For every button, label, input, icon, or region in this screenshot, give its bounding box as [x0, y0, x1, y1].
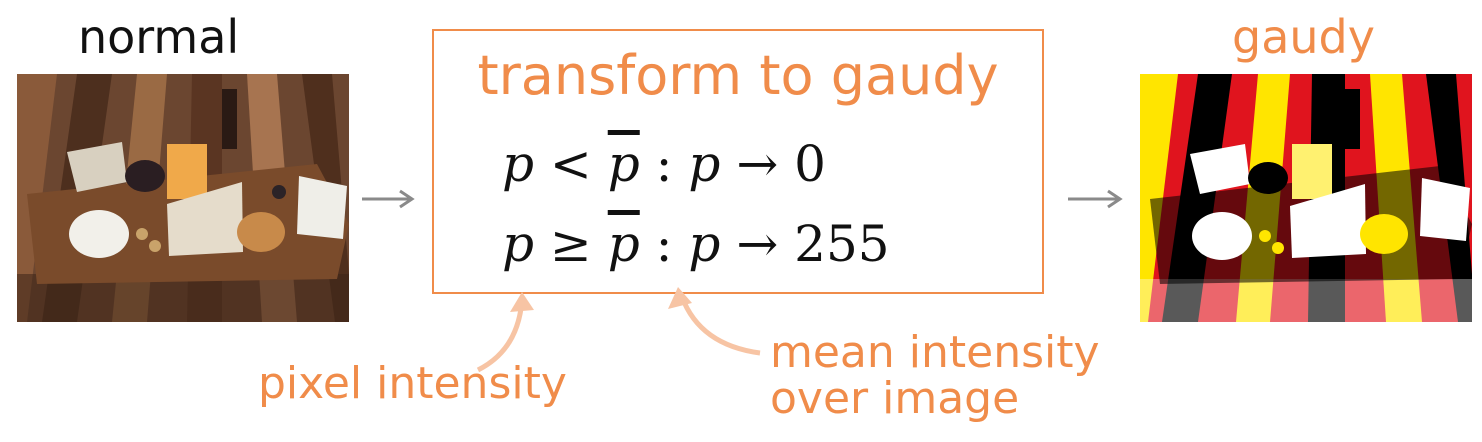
arrow-right-icon: [360, 188, 418, 210]
mean-intensity-caption: [770, 327, 1100, 425]
rule1-arrow: →: [736, 135, 779, 193]
gaudy-image: [1140, 74, 1472, 322]
rule1-result: 0: [794, 135, 826, 193]
posterized-cheese-board: [1140, 74, 1472, 322]
normal-image: [17, 74, 349, 322]
cheese-board-photo: [17, 74, 349, 322]
mean-intensity-line1: mean intensity: [770, 327, 1100, 378]
mean-annotation-arrow-icon: [660, 285, 770, 365]
pixel-intensity-caption: pixel intensity: [258, 358, 567, 409]
rule2-arrow: →: [736, 215, 779, 273]
normal-label: normal: [78, 10, 240, 64]
gaudy-label: gaudy: [1232, 10, 1375, 64]
rule2-sep: :: [655, 215, 673, 273]
rule2-result: 255: [794, 215, 890, 273]
rule1-op: <: [549, 135, 592, 193]
arrow-right-icon-2: [1066, 188, 1126, 210]
rule1-sep: :: [655, 135, 673, 193]
rule-below-mean: [502, 135, 826, 193]
rule2-op: ≥: [549, 215, 592, 273]
rule1-var: p: [688, 135, 721, 193]
mean-intensity-line2: over image: [770, 373, 1020, 425]
rule2-var: p: [688, 215, 721, 273]
box-title: transform to gaudy: [477, 44, 999, 107]
rule2-lhs-var: p: [502, 215, 535, 273]
transform-box: [432, 29, 1044, 294]
rule1-lhs-var: p: [502, 135, 535, 193]
rule2-mean: $\overline{p}$: [607, 215, 640, 273]
rule1-mean: $\overline{p}$: [607, 135, 640, 193]
rule-above-mean: [502, 215, 890, 273]
